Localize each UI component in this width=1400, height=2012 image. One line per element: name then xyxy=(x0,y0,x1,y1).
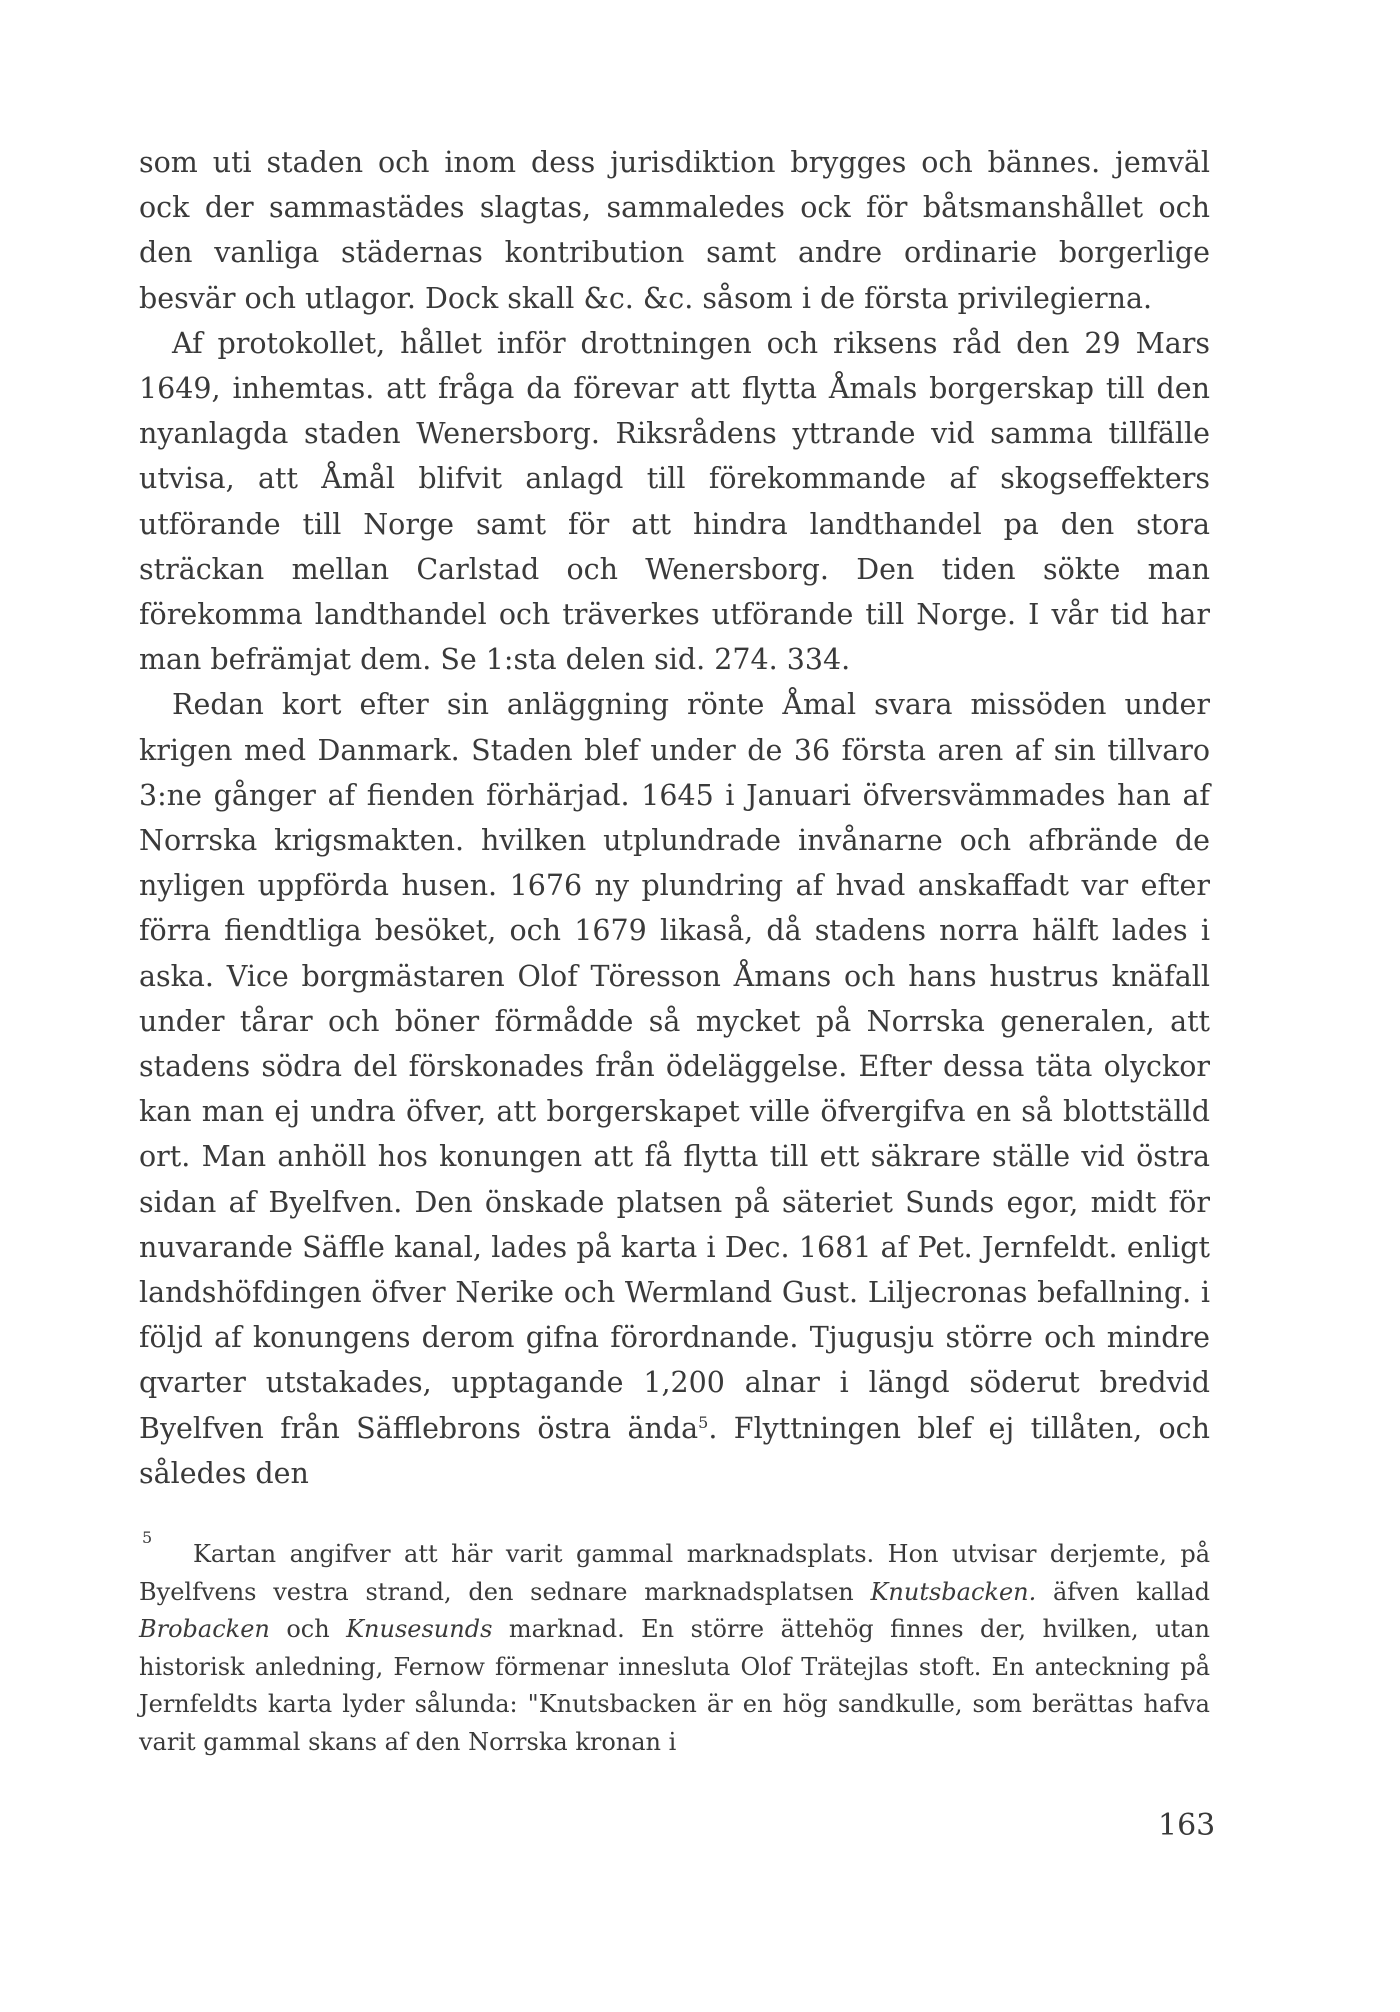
paragraph-1: som uti staden och inom dess jurisdiktion brygges och bännes. jemväl ock der sammastädes slagtas, sammaledes ock för båtsmanshållet och den vanliga städernas kontribution samt andre ordinarie borgerlige besvär och utlagor. Dock skall &c. &c. såsom i de första privilegierna. xyxy=(139,146,1210,315)
paragraph-3 xyxy=(139,682,1210,1496)
footnote-text-3: och xyxy=(269,1615,347,1644)
footnote-text-2: äfven kallad xyxy=(1036,1577,1210,1606)
footnote-italic-brobacken: Brobacken xyxy=(139,1615,270,1644)
footnote-marker: 5 xyxy=(142,1528,153,1547)
footnote-reference[interactable]: 5 xyxy=(698,1412,709,1432)
page-number: 163 xyxy=(1158,1808,1216,1843)
page-body xyxy=(139,140,1210,1496)
footnote-5 xyxy=(139,1528,1210,1762)
paragraph-2: Af protokollet, hållet inför drottningen och riksens råd den 29 Mars 1649, inhemtas. att fråga da förevar att flytta Åmals borgerskap till den nyanlagda staden Wenersborg. Riksrådens yttrande vid samma tillfälle utvisa, att Åmål blifvit anlagd till förekommande af skogseffekters utförande till Norge samt för att hindra landthandel pa den stora sträckan mellan Carlstad och Wenersborg. Den tiden sökte man förekomma landthandel och träverkes utförande till Norge. I vår tid har man befrämjat dem. Se 1:sta delen sid. 274. 334. xyxy=(139,326,1210,677)
main-text xyxy=(139,140,1210,1496)
paragraph-3-text: Redan kort efter sin anläggning rönte Åmal svara missöden under krigen med Danmark. Staden blef under de 36 första aren af sin tillvaro 3:ne gånger af fienden förhärjad. 1645 i Januari öfversvämmades han af Norrska krigsmakten. hvilken utplundrade invånarne och afbrände de nyligen uppförda husen. 1676 ny plundring af hvad anskaffadt var efter förra fiendtliga besöket, och 1679 likaså, då stadens norra hälft lades i aska. Vice borgmästaren Olof Töresson Åmans och hans hustrus knäfall under tårar och böner förmådde så mycket på Norrska generalen, att stadens södra del förskonades från ödeläggelse. Efter dessa täta olyckor kan man ej undra öfver, att borgerskapet ville öfvergifva en så blottställd ort. Man anhöll hos konungen att få flytta till ett säkrare ställe vid östra sidan af Byelfven. Den önskade platsen på säteriet Sunds egor, midt för nuvarande Säffle kanal, lades på karta i Dec. 1681 af Pet. Jernfeldt. enligt landshöfdingen öfver Nerike och Wermland Gust. Liljecronas befallning. i följd af konungens derom gifna förordnande. Tjugusju större och mindre qvarter utstakades, upptagande 1,200 alnar i längd söderut bredvid Byelfven från Säfflebrons östra ända xyxy=(139,688,1210,1445)
footnote-italic-knutsbacken: Knutsbacken. xyxy=(870,1577,1037,1606)
paragraph-3-end: . Flyttningen blef ej tillåten, och således den xyxy=(139,1411,1210,1490)
footnotes xyxy=(139,1528,1210,1762)
footnote-text-1: Kartan angifver att här varit gammal marknadsplats. Hon utvisar derjemte, på Byelfvens vestra strand, den sednare marknadsplatsen xyxy=(139,1540,1210,1606)
footnote-italic-knusesunds: Knusesunds xyxy=(346,1615,493,1644)
footnote-text-4: marknad. En större ättehög finnes der, hvilken, utan historisk anledning, Fernow förmenar innesluta Olof Trätejlas stoft. En anteckning på Jernfeldts karta lyder sålunda: "Knutsbacken är en hög sandkulle, som berättas hafva varit gammal skans af den Norrska kronan i xyxy=(139,1615,1210,1756)
